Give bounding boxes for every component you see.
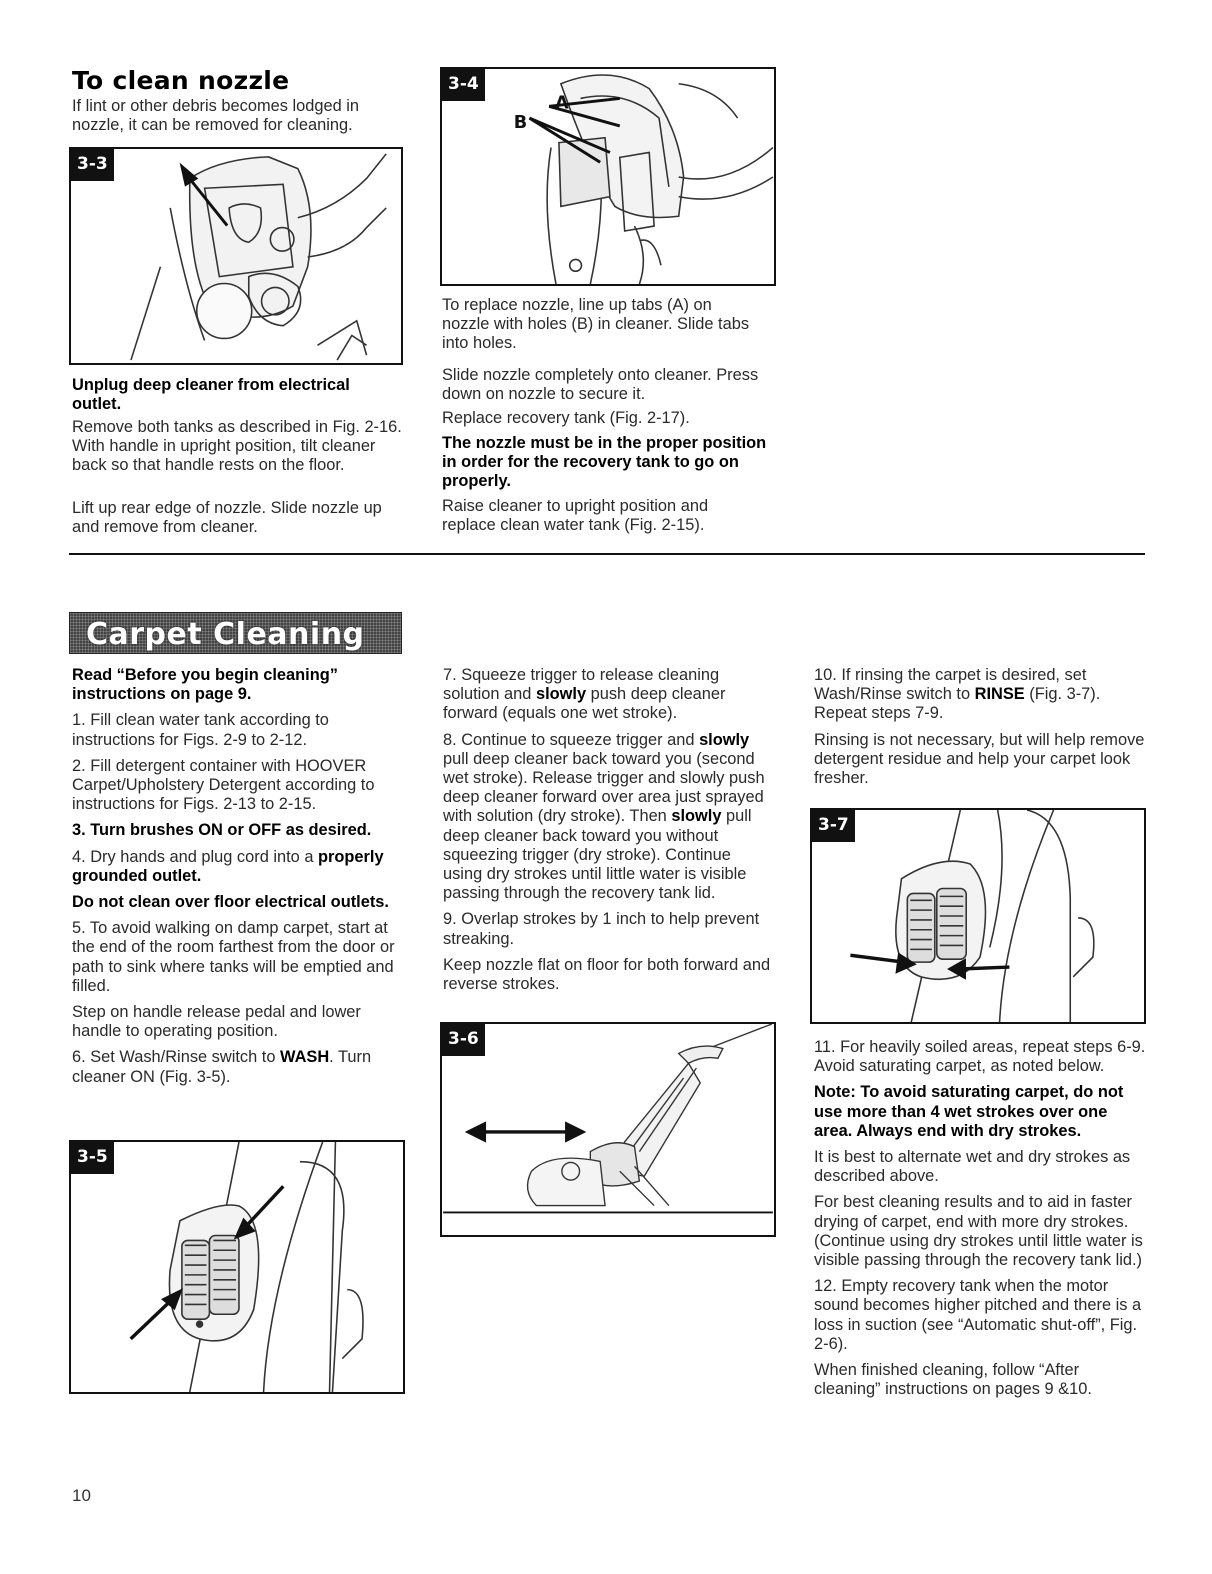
step-8: [443, 731, 773, 904]
saturation-note: Note: To avoid saturating carpet, do not use more than 4 wet strokes over one area. Always end with dry strokes.: [814, 1083, 1124, 1140]
step-8-slowly-2: slowly: [671, 807, 722, 826]
nozzle-step-remove-tanks: Remove both tanks as described in Fig. 2-16. With handle in upright position, tilt cleaner back so that handle rests on the floor.: [72, 418, 402, 475]
step-3: 3. Turn brushes ON or OFF as desired.: [72, 821, 372, 840]
read-first: Read “Before you begin cleaning” instructions on page 9.: [72, 666, 338, 704]
step-5b: Step on handle release pedal and lower handle to operating position.: [72, 1003, 361, 1041]
figure-3-6-illustration: [442, 1024, 774, 1235]
step-8-text-end: pull deep cleaner back toward you without squeezing trigger (dry stroke). Continue using dry strokes until little water is visible passing through the recovery tank lid.: [443, 807, 752, 903]
nozzle-warning: The nozzle must be in the proper position in order for the recovery tank to go on properly.: [442, 434, 767, 491]
step-5: 5. To avoid walking on damp carpet, start at the end of the room farthest from the door or path to sink where tanks will be emptied and filled.: [72, 919, 395, 995]
step-10-rinse: RINSE: [974, 685, 1025, 704]
figure-3-6-label: 3-6: [442, 1024, 485, 1056]
figure-3-5: [69, 1140, 405, 1394]
step-4-text: 4. Dry hands and plug cord into a: [72, 847, 319, 866]
figure-3-3: [69, 147, 403, 365]
figure-3-6: [440, 1022, 776, 1237]
figure-3-3-illustration: [71, 149, 401, 363]
step-6-text-end: . Turn cleaner ON (Fig. 3-5).: [72, 1048, 372, 1086]
best-results: For best cleaning results and to aid in faster drying of carpet, end with more dry strokes. (Continue using dry strokes until little water is visible passing through the recovery tank lid.): [814, 1193, 1143, 1270]
carpet-column-3-top: [814, 666, 1149, 795]
step-7: [443, 666, 773, 724]
step-1: 1. Fill clean water tank according to instructions for Figs. 2-9 to 2-12.: [72, 711, 329, 749]
step-2: 2. Fill detergent container with HOOVER Carpet/Upholstery Detergent according to instructions for Figs. 2-13 to 2-15.: [72, 756, 375, 814]
step-6: [72, 1048, 402, 1086]
page-number: 10: [72, 1486, 91, 1505]
carpet-cleaning-title: Carpet Cleaning: [86, 617, 365, 652]
step-11: 11. For heavily soiled areas, repeat steps 6-9. Avoid saturating carpet, as noted below.: [814, 1038, 1146, 1076]
figure-3-4-label-a: A: [554, 93, 569, 114]
step-9: 9. Overlap strokes by 1 inch to help prevent streaking.: [443, 910, 760, 948]
nozzle-step-replace: To replace nozzle, line up tabs (A) on nozzle with holes (B) in cleaner. Slide tabs into holes.: [442, 296, 750, 353]
nozzle-step-unplug: Unplug deep cleaner from electrical outlet.: [72, 376, 350, 414]
figure-3-3-label: 3-3: [71, 149, 114, 181]
nozzle-step-raise: Raise cleaner to upright position and replace clean water tank (Fig. 2-15).: [442, 497, 709, 535]
nozzle-step-recovery: Replace recovery tank (Fig. 2-17).: [442, 409, 690, 427]
step-8-text: 8. Continue to squeeze trigger and: [443, 730, 700, 749]
step-10-text-end: (Fig. 3-7). Repeat steps 7-9.: [814, 685, 1101, 723]
figure-3-4-illustration: [442, 69, 774, 284]
step-7-text-end: push deep cleaner forward (equals one wet stroke).: [443, 685, 726, 723]
step-4-emphasis: properly grounded outlet.: [72, 847, 384, 885]
step-7-text: 7. Squeeze trigger to release cleaning solution and: [443, 666, 720, 704]
step-10-text: 10. If rinsing the carpet is desired, set Wash/Rinse switch to: [814, 666, 1087, 704]
figure-3-7-label: 3-7: [812, 810, 855, 842]
figure-3-7: [810, 808, 1146, 1024]
step-8-slowly: slowly: [699, 730, 750, 749]
step-6-text: 6. Set Wash/Rinse switch to: [72, 1048, 280, 1067]
step-9b: Keep nozzle flat on floor for both forward and reverse strokes.: [443, 955, 771, 994]
step-8-text-mid: pull deep cleaner back toward you (second wet stroke). Release trigger and slowly push deep cleaner forward over area just sprayed with solution (dry stroke). Then: [443, 749, 765, 826]
section-title-clean-nozzle: To clean nozzle: [72, 66, 290, 95]
carpet-column-3-bottom: [814, 1038, 1149, 1406]
figure-3-4-label-b: B: [513, 112, 528, 133]
step-6-wash: WASH: [280, 1048, 330, 1067]
section-divider: [69, 553, 1145, 555]
nozzle-intro: If lint or other debris becomes lodged in nozzle, it can be removed for cleaning.: [72, 97, 359, 135]
figure-3-4: [440, 67, 776, 286]
figure-3-5-illustration: [71, 1142, 403, 1392]
rinse-note: Rinsing is not necessary, but will help remove detergent residue and help your carpet look fresher.: [814, 730, 1145, 788]
nozzle-step-lift: Lift up rear edge of nozzle. Slide nozzle up and remove from cleaner.: [72, 499, 382, 537]
carpet-column-2: [443, 666, 773, 1001]
figure-3-4-label: 3-4: [442, 69, 485, 101]
carpet-column-1: [72, 666, 402, 1094]
step-7-slowly: slowly: [535, 685, 587, 704]
outlet-warning: Do not clean over floor electrical outlets.: [72, 893, 389, 912]
step-10: [814, 666, 1149, 724]
alternate-strokes: It is best to alternate wet and dry strokes as described above.: [814, 1148, 1131, 1186]
figure-3-7-illustration: [812, 810, 1144, 1022]
nozzle-step-slide: Slide nozzle completely onto cleaner. Press down on nozzle to secure it.: [442, 366, 759, 404]
figure-3-5-label: 3-5: [71, 1142, 114, 1174]
finished-cleaning: When finished cleaning, follow “After cleaning” instructions on pages 9 &10.: [814, 1361, 1092, 1399]
step-4: [72, 848, 402, 886]
step-12: 12. Empty recovery tank when the motor sound becomes higher pitched and there is a loss in suction (see “Automatic shut-off”, Fig. 2-6).: [814, 1277, 1142, 1353]
carpet-cleaning-banner: [69, 612, 402, 654]
